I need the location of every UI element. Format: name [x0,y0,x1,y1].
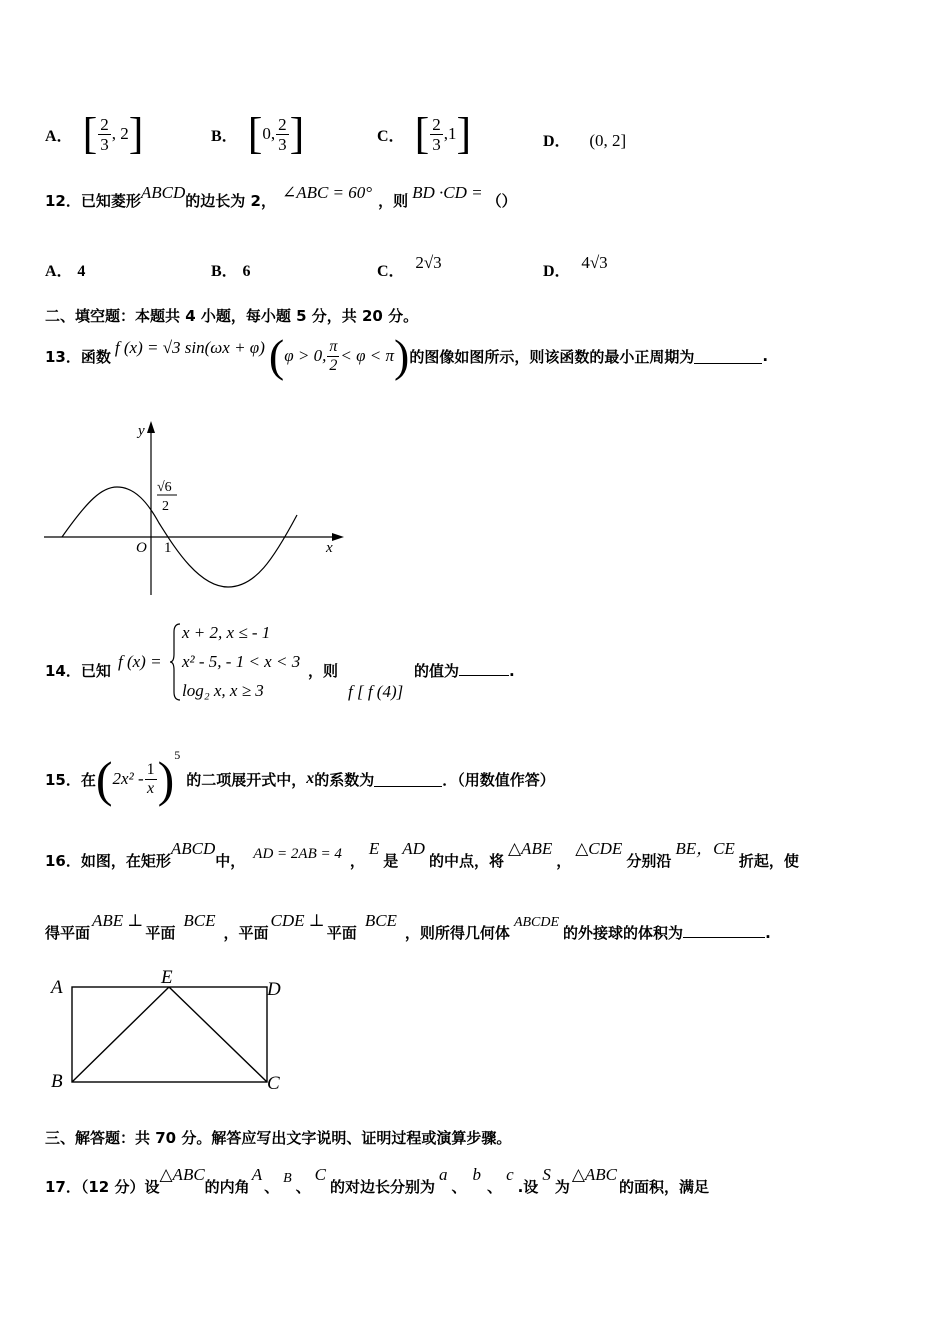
option-label: A． [45,263,73,280]
q16-text: . [765,924,771,942]
q12-text: ，则 [378,192,409,210]
option-label: C． [377,263,405,280]
question-17 [45,1165,710,1197]
q11-option-c: C． [ $\frac{2}{3}$ ,1 ] [377,109,472,158]
q15-text: 的系数为 [314,770,375,789]
option-label: B． [211,263,238,280]
q16-text: 平面 [145,924,176,942]
q11-option-a: A． [ $\frac{2}{3}$ , 2 ] [45,109,144,158]
q12-text: 已知菱形 [80,192,141,210]
math-ad: AD [402,839,425,858]
option-label: D． [543,133,571,150]
option-label: B． [211,127,238,145]
math-triangle-cde: △CDE [575,839,623,858]
question-number: 15． [45,770,81,789]
frac-den: 3 [278,134,287,154]
answer-blank[interactable] [683,923,765,938]
q14-text: . [509,662,515,680]
math-plane-abe: ABE ⊥ [92,911,144,930]
y-axis-arrow [147,421,155,433]
interval-expr: (0, 2] [589,131,627,150]
interval-tail: , 2 [111,124,129,143]
q16-text: 如图，在矩形 [80,852,171,870]
label-a: A [51,977,63,998]
q15-text: 的二项展开式中， [186,770,307,789]
q16-text: ， [556,852,572,870]
section-3-heading: 三、解答题：共 70 分。解答应写出文字说明、证明过程或演算步骤。 [45,1129,512,1147]
option-value: 4√3 [581,253,608,272]
x-label: x [326,540,333,556]
option-value: 2√3 [415,253,442,272]
q16-text: 平面 [326,924,357,942]
interval-head: 0, [262,124,276,143]
q12-option-b [211,258,250,281]
q16-text: 折起，使 [738,852,799,870]
den-label: 2 [162,499,169,514]
math-binomial: 2x² - [112,769,144,788]
piecewise-case-3: log₂ x, x ≥ 3 [182,681,264,700]
math-ff4: f [ f (4)] [348,682,404,701]
label-e: E [161,967,173,988]
section-2-heading: 二、填空题：本题共 4 小题，每小题 5 分，共 20 分。 [45,307,419,325]
math-abcd: ABCD [170,839,216,858]
q16-text: 得平面 [45,924,91,942]
math-triangle-abc: △ABC [159,1165,205,1184]
q12-text: （） [486,192,517,210]
q16-rectangle-figure [45,965,295,1095]
q16-text: ，平面 [223,924,269,942]
q12-text: 的边长为 2， [185,192,276,210]
brace-path [170,624,180,700]
piecewise-case-2: x² - 5, - 1 < x < 3 [182,652,301,671]
math-angle-c: C [314,1165,327,1184]
math-be-ce: BE，CE [675,839,735,858]
math-side-c: c [506,1165,514,1184]
question-16-line-2 [45,911,771,943]
frac-den: 3 [100,134,109,154]
math-angle-a: A [251,1165,263,1184]
q13-text: 函数 [80,347,111,366]
q15-text: 在 [80,770,96,789]
math-x: x [306,770,315,787]
option-value: 4 [77,263,86,280]
q17-text: 的内角 [204,1178,250,1196]
exponent: 5 [174,747,181,762]
q17-text: 、 [264,1178,280,1196]
answer-blank[interactable] [694,349,762,364]
math-triangle-abe: △ABE [507,839,553,858]
piecewise-case-1: x + 2, x ≤ - 1 [182,623,271,642]
root6-label: √6 [157,480,172,495]
label-c: C [267,1073,280,1094]
question-14-lead [45,660,111,681]
q17-text: 的面积，满足 [619,1178,710,1196]
label-b: B [51,1071,63,1092]
q11-option-b: B． [ 0, $\frac{2}{3}$ ] [211,109,305,158]
segment-ce [169,987,267,1082]
y-label: y [138,423,145,439]
q16-text: 中， [215,852,246,870]
math-plane-bce: BCE [183,911,216,930]
math-area-s: S [542,1165,551,1184]
frac-den: 2 [329,356,338,374]
question-number: 17． [45,1178,81,1196]
segment-be [72,987,169,1082]
frac-num: π [329,337,338,355]
answer-blank[interactable] [459,661,509,676]
frac-num: 2 [432,114,441,134]
q13-text: 的图像如图所示，则该函数的最小正周期为 [409,347,695,366]
origin-label: O [136,540,147,556]
q17-text: 、 [487,1178,503,1196]
answer-blank[interactable] [374,772,442,787]
q16-text: 的中点，将 [428,852,504,870]
q12-option-a [45,258,85,281]
frac-num: 1 [146,760,155,778]
piecewise-brace [170,622,182,702]
one-label: 1 [164,540,172,556]
q17-text: .设 [517,1178,539,1196]
math-condition: < φ < π [340,346,394,365]
x-axis-arrow [332,533,344,541]
option-label: A． [45,127,73,145]
q14-text: 的值为 [414,662,460,680]
q13-sine-graph [40,415,350,600]
q12-option-c [377,253,442,281]
q11-option-d [543,128,626,151]
q17-text: 、 [295,1178,311,1196]
q13-text: . [762,347,769,365]
math-abcde: ABCDE [513,915,560,930]
question-number: 13． [45,347,81,366]
q14-tail [414,660,515,681]
math-function: f (x) = √3 sin(ωx + φ) [114,338,265,357]
rectangle-abcd [72,987,267,1082]
math-condition: φ > 0, [284,346,327,365]
interval-tail: ,1 [443,124,457,143]
question-number: 16． [45,852,81,870]
q16-text: ， [349,852,365,870]
question-number: 12． [45,192,81,210]
frac-num: 2 [100,114,109,134]
q12-option-d [543,253,608,281]
option-value: 6 [242,263,251,280]
math-triangle-abc: △ABC [571,1165,618,1184]
q17-text: 的对边长分别为 [330,1178,436,1196]
math-vector-product: BD ·CD = [412,183,483,202]
math-side-b: b [472,1165,482,1184]
math-plane-cde: CDE ⊥ [270,911,325,930]
q16-text: 是 [383,852,399,870]
label-d: D [267,979,281,1000]
math-fx: f (x) = [118,652,162,671]
math-angle: ∠ABC = 60° [281,183,373,202]
option-label: C． [377,127,405,145]
q14-text-then: ，则 [308,662,339,680]
math-abcd: ABCD [140,183,186,202]
frac-den: x [147,779,155,797]
math-side-a: a [439,1165,448,1184]
math-e: E [368,839,380,858]
q17-text: 为 [554,1178,570,1196]
question-16-line-1 [45,839,799,871]
frac-den: 3 [432,134,441,154]
option-label: D． [543,263,571,280]
math-angle-b: B [283,1171,292,1186]
question-12 [45,183,517,211]
question-15: 15． 在 ( 2x² - $\frac{1}{x}$ ) 5 的二项展开式中， x 的系数为 ．（用数值作答） [45,747,555,807]
q16-text: 的外接球的体积为 [563,924,684,942]
question-13: 13． 函数 f (x) = √3 sin(ωx + φ) ( φ > 0, $\frac{\pi}{2}$ < φ < π ) 的图像如图所示，则该函数的最小正周期为 . [45,330,769,381]
frac-num: 2 [278,114,287,134]
q17-text: （12 分）设 [80,1178,160,1196]
math-lengths: AD = 2AB = 4 [253,846,342,862]
question-number: 14． [45,662,81,680]
q17-text: 、 [451,1178,467,1196]
math-plane-bce: BCE [364,911,397,930]
q15-text: ．（用数值作答） [442,770,555,789]
q14-text: 已知 [80,662,111,680]
q16-text: 分别沿 [626,852,672,870]
q16-text: ，则所得几何体 [404,924,510,942]
